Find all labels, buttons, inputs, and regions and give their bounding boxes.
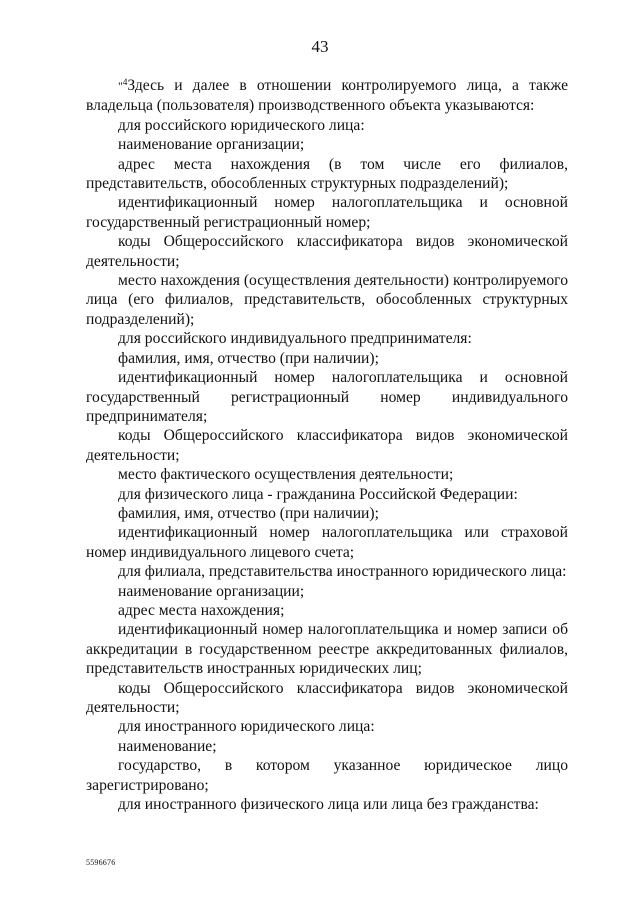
paragraph: идентификационный номер налогоплательщика и номер записи об аккредитации в государственном реестре аккредитованных филиалов, представительств иностранных юридических лиц; [86,621,568,678]
paragraph: коды Общероссийского классификатора видов экономической деятельности; [86,233,568,270]
paragraph: государство, в котором указанное юридическое лицо зарегистрировано; [86,757,568,794]
paragraph: идентификационный номер налогоплательщика и основной государственный регистрационный номер; [86,194,568,231]
paragraph: для иностранного юридического лица: [118,718,375,736]
paragraph: для российского индивидуального предпринимателя: [118,330,472,348]
opening-quote: " [118,79,123,93]
paragraph: для российского юридического лица: [118,116,365,134]
document-code: 5596676 [86,858,116,867]
paragraph: для филиала, представительства иностранного юридического лица: [118,563,567,581]
paragraph: коды Общероссийского классификатора видов экономической деятельности; [86,427,568,464]
paragraph: место нахождения (осуществления деятельности) контролируемого лица (его филиалов, представительств, обособленных структурных подразделений); [86,272,568,328]
paragraph-intro-text: Здесь и далее в отношении контролируемого лица, а также владельца (пользователя) производственного объекта указываются: [86,77,568,115]
paragraph: идентификационный номер налогоплательщика или страховой номер индивидуального лицевого счета; [86,524,568,561]
paragraph: адрес места нахождения; [118,601,285,619]
paragraph: место фактического осуществления деятельности; [118,466,454,484]
paragraph: наименование организации; [118,582,305,600]
paragraph: коды Общероссийского классификатора видов экономической деятельности; [86,679,568,716]
paragraph: адрес места нахождения (в том числе его филиалов, представительств, обособленных структурных подразделений); [86,155,568,193]
paragraph: фамилия, имя, отчество (при наличии); [118,349,379,367]
paragraph: идентификационный номер налогоплательщика и основной государственный регистрационный номер индивидуального предпринимателя; [86,369,568,425]
paragraph: наименование организации; [118,136,305,154]
paragraph: наименование; [118,737,217,755]
page-number: 43 [311,37,329,56]
paragraph: фамилия, имя, отчество (при наличии); [118,504,379,522]
footnote-marker: 4 [122,77,128,87]
paragraph: для физического лица - гражданина Российской Федерации: [118,485,518,503]
paragraph-intro [86,76,568,116]
document-body [86,76,568,814]
paragraph: для иностранного физического лица или лица без гражданства: [118,796,539,814]
